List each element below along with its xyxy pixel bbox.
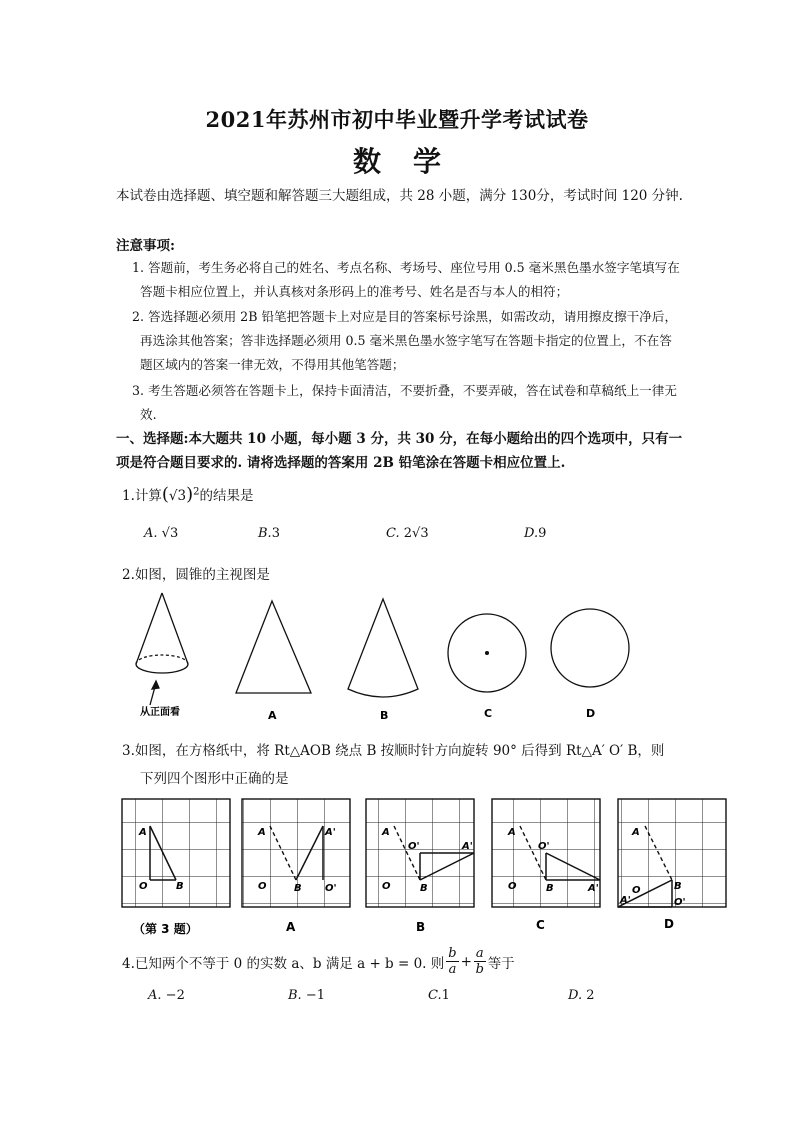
exam-title: 2021年苏州市初中毕业暨升学考试试卷: [205, 107, 589, 132]
q1-expr-base: √3: [168, 488, 187, 504]
q1-option-c[interactable]: C. 2√3: [386, 526, 429, 541]
svg-text:A': A': [462, 841, 473, 852]
q3-figures: [0, 795, 794, 940]
q2-cone-figure: [136, 593, 188, 705]
note-item-1: 1. 答题前，考生务必将自己的姓名、考点名称、考场号、座位号用 0.5 毫米黑色墨水签字笔填写在答题卡相应位置上，并认真核对条形码上的准考号、姓名是否与本人的相符；: [132, 260, 680, 299]
q4-prefix: 4.已知两个不等于 0 的实数 a、b 满足 a + b = 0. 则: [122, 955, 445, 972]
q2-option-d-figure[interactable]: [551, 609, 629, 687]
svg-text:A': A': [588, 883, 599, 894]
q4-suffix: 等于: [487, 955, 515, 972]
q3-label-d: D: [664, 917, 674, 931]
svg-text:A: A: [508, 827, 516, 838]
q1-expr-exponent: 2: [193, 486, 200, 498]
svg-text:A': A': [620, 895, 631, 906]
q4-fraction-1: b a: [448, 946, 457, 977]
q1-option-b[interactable]: B.3: [258, 526, 280, 541]
q3-label-c: C: [536, 918, 545, 932]
svg-text:O: O: [139, 881, 148, 892]
svg-text:O: O: [508, 881, 517, 892]
q2-label-a: A: [268, 709, 277, 722]
question-3-line-2: 下列四个图形中正确的是: [140, 771, 289, 787]
svg-text:A: A: [382, 827, 390, 838]
q2-figures: [0, 585, 794, 725]
svg-text:B: B: [420, 883, 428, 894]
svg-text:O': O': [325, 883, 337, 894]
svg-text:O': O': [408, 841, 420, 852]
q3-label-b: B: [416, 920, 426, 934]
q4-fraction-2: $\frac{a}{b}$: [475, 946, 484, 977]
svg-text:O: O: [258, 881, 267, 892]
exam-intro: 本试卷由选择题、填空题和解答题三大题组成，共 28 小题，满分 130分，考试时间 120 分钟.: [116, 188, 683, 204]
svg-text:O': O': [674, 897, 686, 908]
q1-number: 1.: [122, 488, 135, 504]
q2-option-c-figure[interactable]: [448, 614, 526, 692]
section-one-instructions: 一、选择题:本大题共 10 小题，每小题 3 分，共 30 分，在每小题给出的四个选项中，只有一项是符合题目要求的. 请将选择题的答案用 2B 铅笔涂在答题卡相应位置上.: [116, 431, 683, 471]
q3-grid-original: [122, 799, 230, 907]
q3-grid-option-d[interactable]: [618, 799, 726, 908]
q4-option-d[interactable]: D. 2: [568, 988, 595, 1003]
q1-option-a[interactable]: A. √3: [144, 526, 179, 541]
svg-text:B: B: [674, 881, 682, 892]
q4-option-c[interactable]: C.1: [428, 988, 450, 1003]
svg-text:B: B: [294, 883, 302, 894]
question-3-line-1: 3.如图，在方格纸中，将 Rt△AOB 绕点 B 按顺时针方向旋转 90° 后得到 Rt△A′ O′ B，则: [122, 743, 665, 759]
svg-text:A: A: [258, 827, 266, 838]
question-2: 2.如图，圆锥的主视图是: [122, 567, 270, 583]
svg-text:O': O': [538, 841, 550, 852]
question-1: 1.计算$(√3)^2$的结果是: [122, 484, 254, 505]
q3-grid-option-a[interactable]: [242, 799, 350, 907]
q2-view-label: 从正面看: [140, 707, 180, 718]
q1-option-d[interactable]: D.9: [524, 526, 547, 541]
q3-caption: （第 3 题）: [133, 922, 198, 936]
exam-subject: 数学: [352, 145, 473, 178]
note-item-3: 3. 考生答题必须答在答题卡上，保持卡面清洁，不要折叠，不要弄破，答在试卷和草稿纸上一律无效.: [132, 383, 677, 422]
svg-text:A: A: [632, 827, 640, 838]
svg-text:B: B: [546, 883, 554, 894]
q2-option-b-figure[interactable]: [348, 599, 418, 697]
svg-text:O: O: [632, 885, 641, 896]
q2-label-c: C: [484, 707, 493, 720]
svg-text:A: A: [139, 827, 147, 838]
svg-text:O: O: [382, 881, 391, 892]
q4-option-a[interactable]: A. −2: [148, 988, 185, 1003]
q3-label-a: A: [286, 920, 296, 934]
q2-label-d: D: [586, 707, 596, 720]
note-item-2: 2. 答选择题必须用 2B 铅笔把答题卡上对应是目的答案标号涂黑，如需改动，请用擦皮擦干净后，再选涂其他答案；答非选择题必须用 0.5 毫米黑色墨水签字笔写在答题卡指定的位置上，不在答题区域内的答案一律无效，不得用其他笔答题；: [132, 309, 678, 372]
q1-prefix: 计算: [134, 488, 162, 504]
q2-option-a-figure[interactable]: [236, 601, 311, 693]
q3-grid-option-c[interactable]: [492, 799, 600, 907]
svg-text:B: B: [176, 881, 184, 892]
notes-heading: 注意事项:: [116, 238, 175, 254]
q4-option-b[interactable]: B. −1: [288, 988, 325, 1003]
q1-suffix: 的结果是: [199, 488, 254, 504]
q4-plus: +: [460, 953, 472, 970]
q2-label-b: B: [380, 709, 389, 722]
q3-grid-option-b[interactable]: [366, 799, 474, 907]
question-4: [122, 946, 515, 977]
svg-text:A': A': [325, 827, 336, 838]
